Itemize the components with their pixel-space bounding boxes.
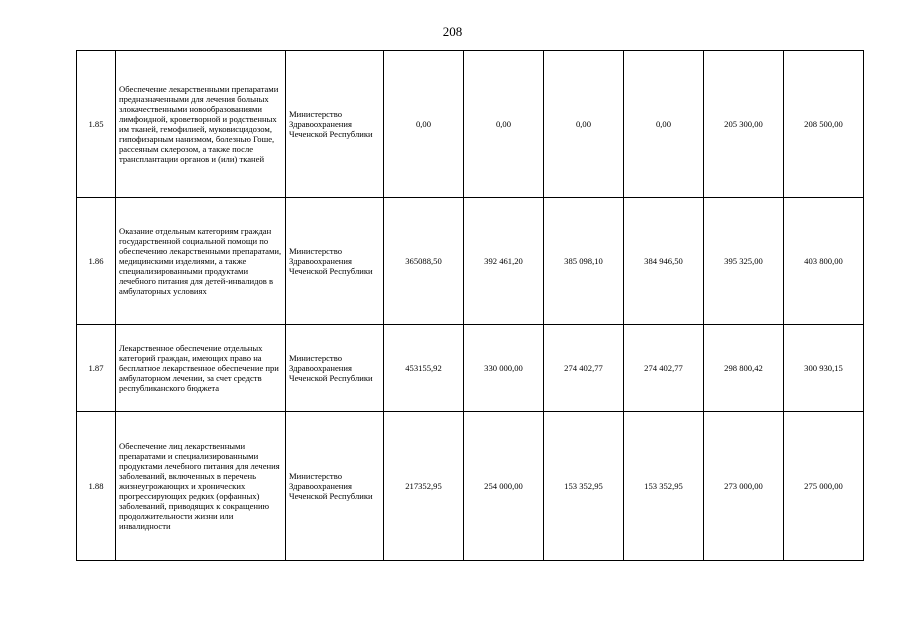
row-value: 330 000,00 [464,325,544,412]
row-value: 0,00 [624,51,704,198]
row-description: Обеспечение лиц лекарственными препаратами и специализированными продуктами лечебного питания для лечения заболеваний, включенных в перечень жизнеугрожающих и хронических прогрессирующих редких (орфанных) заболеваний, приводящих к сокращению продолжительности жизни или инвалидности [116,412,286,561]
row-value: 300 930,15 [784,325,864,412]
program-table [76,50,864,561]
row-value: 384 946,50 [624,198,704,325]
row-value: 365088,50 [384,198,464,325]
row-number: 1.86 [77,198,116,325]
row-value: 395 325,00 [704,198,784,325]
row-value: 217352,95 [384,412,464,561]
row-value: 0,00 [384,51,464,198]
row-value: 205 300,00 [704,51,784,198]
row-value: 275 000,00 [784,412,864,561]
row-value: 254 000,00 [464,412,544,561]
row-value: 208 500,00 [784,51,864,198]
page-number: 208 [442,24,463,39]
row-value: 453155,92 [384,325,464,412]
row-description: Оказание отдельным категориям граждан государственной социальной помощи по обеспечению лекарственными препаратами, медицинскими изделиями, а также специализированными продуктами лечебного питания для детей-инвалидов в амбулаторных условиях [116,198,286,325]
table-row [77,51,864,198]
row-number: 1.87 [77,325,116,412]
row-value: 392 461,20 [464,198,544,325]
table-row [77,412,864,561]
row-value: 274 402,77 [624,325,704,412]
table-row [77,198,864,325]
row-value: 153 352,95 [624,412,704,561]
row-executor: Министерство Здравоохранения Чеченской Республики [286,198,384,325]
row-value: 0,00 [544,51,624,198]
row-executor: Министерство Здравоохранения Чеченской Республики [286,325,384,412]
row-value: 0,00 [464,51,544,198]
table-row [77,325,864,412]
row-number: 1.85 [77,51,116,198]
row-value: 153 352,95 [544,412,624,561]
row-number: 1.88 [77,412,116,561]
row-executor: Министерство Здравоохранения Чеченской Республики [286,412,384,561]
row-description: Лекарственное обеспечение отдельных категорий граждан, имеющих право на бесплатное лекарственное обеспечение при амбулаторном лечении, за счет средств республиканского бюджета [116,325,286,412]
row-executor: Министерство Здравоохранения Чеченской Республики [286,51,384,198]
row-value: 274 402,77 [544,325,624,412]
row-description: Обеспечение лекарственными препаратами предназначенными для лечения больных злокачественными новообразованиями лимфоидной, кроветворной и родственных им тканей, гемофилией, муковисцидозом, гипофизарным нанизмом, болезнью Гоше, рассеяным склерозом, а также после трансплантации органов и (или) тканей [116,51,286,198]
row-value: 298 800,42 [704,325,784,412]
row-value: 385 098,10 [544,198,624,325]
row-value: 273 000,00 [704,412,784,561]
row-value: 403 800,00 [784,198,864,325]
